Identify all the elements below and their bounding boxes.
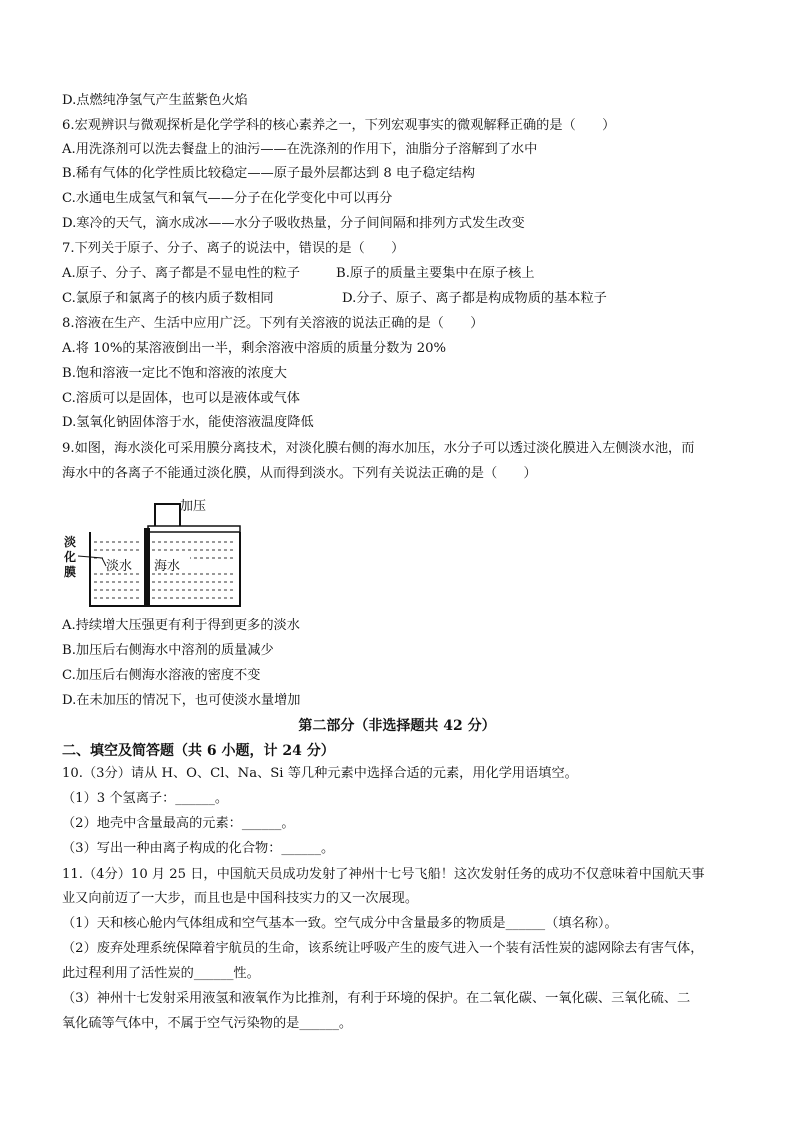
q11-item-3-line2: 氧化硫等气体中，不属于空气污染物的是______。: [62, 1016, 353, 1031]
q9-stem-line1: 9.如图，海水淡化可采用膜分离技术，对淡化膜右侧的海水加压，水分子可以透过淡化膜进入左侧淡水池，而: [62, 441, 695, 456]
q8-option-c: C.溶质可以是固体，也可以是液体或气体: [62, 391, 300, 406]
q6-stem: 6.宏观辨识与微观探析是化学学科的核心素养之一，下列宏观事实的微观解释正确的是（ ）: [62, 118, 616, 133]
q9-option-a: A.持续增大压强更有利于得到更多的淡水: [62, 618, 300, 633]
piston: [148, 526, 240, 532]
q5-option-d: D.点燃纯净氢气产生蓝紫色火焰: [62, 93, 248, 108]
q8-option-b: B.饱和溶液一定比不饱和溶液的浓度大: [62, 366, 287, 381]
q7-stem: 7.下列关于原子、分子、离子的说法中，错误的是（ ）: [62, 241, 405, 256]
pressure-tube: [155, 504, 180, 526]
q11-item-2-line2: 此过程利用了活性炭的______性。: [62, 966, 260, 981]
q10-item-1: （1）3 个氢离子：______。: [62, 791, 229, 806]
q7-option-a: A.原子、分子、离子都是不显电性的粒子: [62, 266, 300, 281]
desalination-diagram: [62, 496, 324, 612]
q7-option-b: B.原子的质量主要集中在原子核上: [336, 266, 535, 281]
part-header: 二、填空及简答题（共 6 小题，计 24 分）: [62, 743, 335, 759]
section-title: 第二部分（非选择题共 42 分）: [298, 718, 496, 734]
q6-option-a: A.用洗涤剂可以洗去餐盘上的油污——在洗涤剂的作用下，油脂分子溶解到了水中: [62, 142, 538, 157]
fresh-water-label: 淡水: [106, 559, 133, 574]
q11-item-1: （1）天和核心舱内气体组成和空气基本一致。空气成分中含量最多的物质是______（填名称）。: [62, 916, 618, 931]
q9-option-b: B.加压后右侧海水中溶剂的质量减少: [62, 643, 274, 658]
q6-option-c: C.水通电生成氢气和氧气——分子在化学变化中可以再分: [62, 191, 393, 206]
q6-option-b: B.稀有气体的化学性质比较稳定——原子最外层都达到 8 电子稳定结构: [62, 166, 476, 181]
q8-option-a: A.将 10%的某溶液倒出一半，剩余溶液中溶质的质量分数为 20%: [62, 341, 447, 356]
q6-option-d: D.寒冷的天气，滴水成冰——水分子吸收热量，分子间间隔和排列方式发生改变: [62, 216, 525, 231]
membrane-pointer: [78, 556, 106, 566]
q11-stem-line2: 业又向前迈了一大步，而且也是中国科技实力的又一次展现。: [62, 891, 419, 906]
pressure-label: 加压: [180, 499, 207, 514]
q11-item-2-line1: （2）废弃处理系统保障着宇航员的生命，该系统让呼吸产生的废气进入一个装有活性炭的滤网除去有害气体，: [62, 941, 704, 956]
q7-option-d: D.分子、原子、离子都是构成物质的基本粒子: [342, 291, 607, 306]
q8-option-d: D.氢氧化钠固体溶于水，能使溶液温度降低: [62, 415, 314, 430]
q11-item-3-line1: （3）神州十七发射采用液氢和液氧作为比推剂，有利于环境的保护。在二氧化碳、一氧化碳、三氧化硫、二: [62, 991, 691, 1006]
sea-water-label: 海水: [154, 559, 181, 574]
q9-stem-line2: 海水中的各离子不能通过淡化膜，从而得到淡水。下列有关说法正确的是（ ）: [62, 466, 537, 481]
membrane-label-3: 膜: [64, 565, 77, 579]
q9-option-c: C.加压后右侧海水溶液的密度不变: [62, 668, 261, 683]
membrane: [144, 528, 150, 606]
q8-stem: 8.溶液在生产、生活中应用广泛。下列有关溶液的说法正确的是（ ）: [62, 316, 484, 331]
membrane-label-2: 化: [64, 550, 77, 564]
q10-item-2: （2）地壳中含量最高的元素：______。: [62, 816, 295, 831]
q10-item-3: （3）写出一种由离子构成的化合物：______。: [62, 841, 335, 856]
membrane-label-1: 淡: [64, 535, 77, 549]
q9-option-d: D.在未加压的情况下，也可使淡水量增加: [62, 693, 301, 708]
q7-option-c: C.氯原子和氯离子的核内质子数相同: [62, 291, 274, 306]
q11-stem-line1: 11.（4分）10 月 25 日，中国航天员成功发射了神州十七号飞船！这次发射任务的成功不仅意味着中国航天事: [62, 867, 705, 882]
q10-stem: 10.（3分）请从 H、O、Cl、Na、Si 等几种元素中选择合适的元素，用化学用语填空。: [62, 766, 578, 781]
